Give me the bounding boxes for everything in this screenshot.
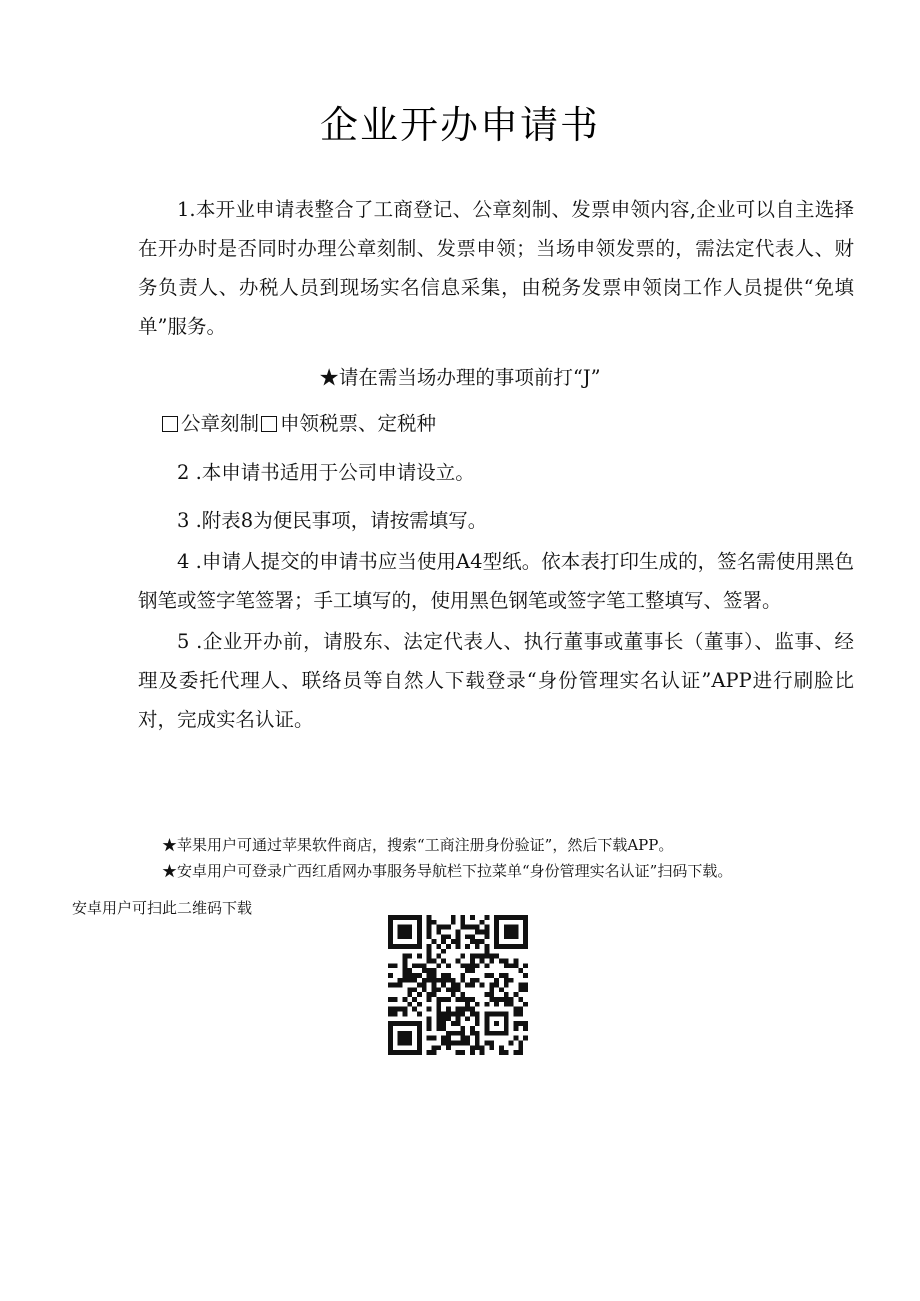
qr-caption: 安卓用户可扫此二维码下载 — [72, 899, 253, 917]
paragraph-4: 4 .申请人提交的申请书应当使用A4型纸。依本表打印生成的，签名需使用黑色钢笔或签字笔签署；手工填写的，使用黑色钢笔或签字笔工整填写、签署。 — [138, 550, 854, 612]
android-note: ★安卓用户可登录广西红盾网办事服务导航栏下拉菜单“身份管理实名认证”扫码下载。 — [162, 862, 733, 880]
qr-code-icon — [388, 915, 528, 1055]
checkbox-row — [162, 406, 438, 442]
apple-note: ★苹果用户可通过苹果软件商店，搜索“工商注册身份验证”，然后下载APP。 — [162, 836, 674, 854]
paragraph-2: 2 .本申请书适用于公司申请设立。 — [177, 461, 475, 484]
seal-engraving-checkbox[interactable] — [162, 416, 178, 432]
seal-engraving-label: 公章刻制 — [181, 412, 260, 435]
invoice-label: 申领税票、定税种 — [280, 412, 437, 435]
paragraph-5: 5 .企业开办前，请股东、法定代表人、执行董事或董事长（董事）、监事、经理及委托代理人、联络员等自然人下载登录“身份管理实名认证”APP进行刷脸比对，完成实名认证。 — [138, 630, 854, 731]
paragraph-3: 3 .附表8为便民事项，请按需填写。 — [177, 509, 488, 532]
page-title: 企业开办申请书 — [319, 103, 600, 147]
invoice-checkbox[interactable] — [261, 416, 277, 432]
paragraph-1: 1.本开业申请表整合了工商登记、公章刻制、发票申领内容,企业可以自主选择在开办时是否同时办理公章刻制、发票申领；当场申领发票的，需法定代表人、财务负责人、办税人员到现场实名信息采集，由税务发票申领岗工作人员提供“免填单”服务。 — [138, 198, 854, 338]
seal-engraving-option[interactable] — [162, 406, 259, 442]
invoice-option[interactable] — [261, 406, 436, 442]
star-instruction: ★请在需当场办理的事项前打“J” — [319, 366, 601, 389]
